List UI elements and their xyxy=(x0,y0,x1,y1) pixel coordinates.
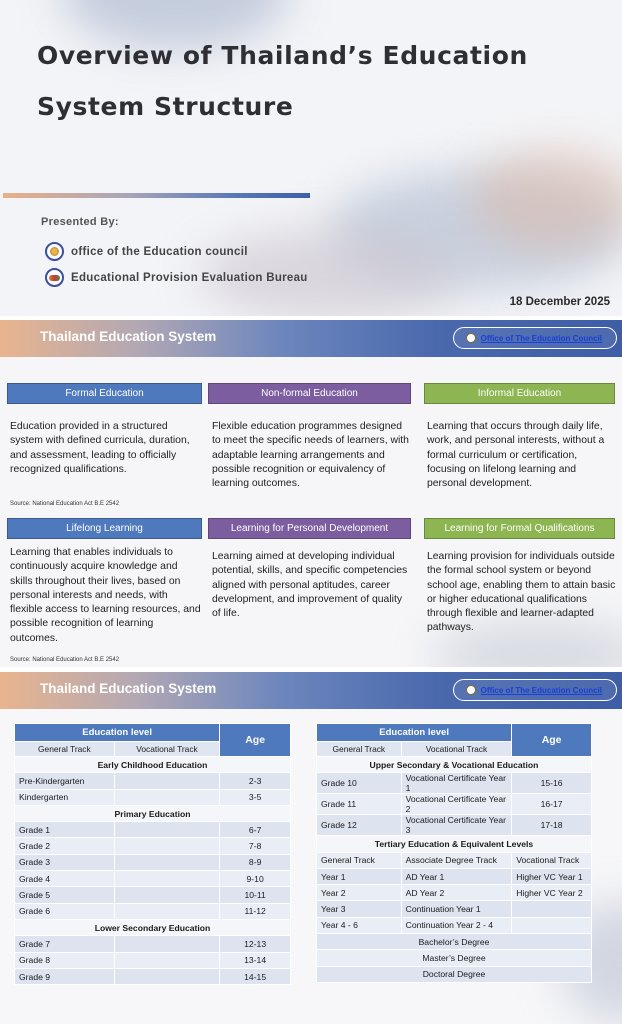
slide-title: Thailand Education System xyxy=(40,681,217,696)
garuda-seal-icon xyxy=(466,333,476,343)
table-row: Grade 9 14-15 xyxy=(15,968,291,984)
category-non-formal-education: Non-formal Education xyxy=(208,383,411,404)
vocational-track-header: Vocational Track xyxy=(114,742,220,757)
council-link-label: Office of The Education Council xyxy=(480,685,602,695)
doctoral-degree: Doctoral Degree xyxy=(317,966,592,982)
category-lifelong-learning: Lifelong Learning xyxy=(7,518,202,539)
council-link-label: Office of The Education Council xyxy=(480,333,602,343)
general-track-subheader: General Track xyxy=(317,852,402,868)
table-row: Grade 3 8-9 xyxy=(15,854,291,870)
education-types-slide xyxy=(0,320,622,667)
age-header: Age xyxy=(512,724,592,757)
table-row: Grade 7 12-13 xyxy=(15,936,291,952)
table-row: Year 1 AD Year 1 Higher VC Year 1 xyxy=(317,868,592,884)
table-row: Pre-Kindergarten 2-3 xyxy=(15,773,291,789)
table-row: Grade 6 11-12 xyxy=(15,903,291,919)
table-row: Grade 8 13-14 xyxy=(15,952,291,968)
org-evaluation-bureau xyxy=(45,268,308,287)
informal-education-description: Learning that occurs through daily life, work, and personal interests, without a formal curriculum or certification, focusing on lifelong learning and personal development. xyxy=(427,421,605,490)
section-lower-secondary: Lower Secondary Education xyxy=(15,919,291,935)
table-row: Grade 10 Vocational Certificate Year 1 15-16 xyxy=(317,773,592,794)
table-row: Year 2 AD Year 2 Higher VC Year 2 xyxy=(317,885,592,901)
table-row: Grade 11 Vocational Certificate Year 2 16-17 xyxy=(317,794,592,815)
cover-slide xyxy=(0,0,622,316)
lifelong-learning-description: Learning that enables individuals to continuously acquire knowledge and skills throughout their lives, based on personal interests and needs, with flexible access to learning resources, and possible recognition of learning outcomes. xyxy=(10,547,201,644)
table-row: Year 3 Continuation Year 1 xyxy=(317,901,592,917)
source-note: Source: National Education Act B.E 2542 xyxy=(10,501,120,507)
education-level-header: Education level xyxy=(15,724,220,742)
general-track-header: General Track xyxy=(317,742,402,757)
degree-row xyxy=(317,966,592,982)
category-informal-education: Informal Education xyxy=(424,383,615,404)
cover-date: 18 December 2025 xyxy=(509,296,610,308)
category-formal-qualifications: Learning for Formal Qualifications xyxy=(424,518,615,539)
council-link[interactable] xyxy=(453,679,617,701)
section-upper-secondary: Upper Secondary & Vocational Education xyxy=(317,757,592,773)
table-row: Grade 5 10-11 xyxy=(15,887,291,903)
slide-title: Thailand Education System xyxy=(40,329,217,344)
section-primary: Primary Education xyxy=(15,805,291,821)
vocational-track-subheader: Vocational Track xyxy=(512,852,592,868)
org-education-council xyxy=(45,242,248,261)
slide-header xyxy=(0,320,622,357)
vocational-track-header: Vocational Track xyxy=(401,742,512,757)
section-early-childhood: Early Childhood Education xyxy=(15,757,291,773)
council-link[interactable] xyxy=(453,327,617,349)
garuda-seal-icon xyxy=(466,685,476,695)
age-header: Age xyxy=(220,724,291,757)
org-name: Educational Provision Evaluation Bureau xyxy=(71,271,308,284)
table-row: Grade 1 6-7 xyxy=(15,822,291,838)
associate-track-subheader: Associate Degree Track xyxy=(401,852,512,868)
table-row: Grade 2 7-8 xyxy=(15,838,291,854)
table-row: Year 4 - 6 Continuation Year 2 - 4 xyxy=(317,917,592,933)
table-row: Grade 4 9-10 xyxy=(15,871,291,887)
general-track-header: General Track xyxy=(15,742,115,757)
non-formal-education-description: Flexible education programmes designed to meet the specific needs of learners, with adaptable learning arrangements and possible recognition or equivalency of learning outcomes. xyxy=(212,421,409,490)
section-tertiary: Tertiary Education & Equivalent Levels xyxy=(317,836,592,852)
education-levels-slide xyxy=(0,672,622,1024)
degree-row xyxy=(317,934,592,950)
title-underline xyxy=(3,193,310,198)
formal-education-description: Education provided in a structured system with defined curricula, duration, and assessment, leading to officially recognized qualifications. xyxy=(10,421,190,475)
personal-development-description: Learning aimed at developing individual potential, skills, and specific competencies aligned with personal aptitudes, career development, and improvement of quality of life. xyxy=(212,551,408,620)
degree-row xyxy=(317,950,592,966)
garuda-seal-icon xyxy=(45,242,64,261)
slide-header xyxy=(0,672,622,709)
masters-degree: Master’s Degree xyxy=(317,950,592,966)
education-levels-table-right xyxy=(316,723,592,983)
presented-by-label: Presented By: xyxy=(41,216,119,228)
table-row: Kindergarten 3-5 xyxy=(15,789,291,805)
bureau-logo-icon xyxy=(45,268,64,287)
education-levels-table-left xyxy=(14,723,291,985)
formal-qualifications-description: Learning provision for individuals outside the formal school system or beyond school age, enabling them to attain basic or higher educational qualifications through flexible and learner-adapted pathways. xyxy=(427,551,616,634)
bachelors-degree: Bachelor’s Degree xyxy=(317,934,592,950)
org-name: office of the Education council xyxy=(71,245,248,258)
table-row: Grade 12 Vocational Certificate Year 3 17-18 xyxy=(317,815,592,836)
source-note: Source: National Education Act B.E 2542 xyxy=(10,657,120,663)
cover-title: Overview of Thailand’s Education System Structure xyxy=(37,41,528,121)
category-personal-development: Learning for Personal Development xyxy=(208,518,411,539)
tertiary-subheader-row xyxy=(317,852,592,868)
category-formal-education: Formal Education xyxy=(7,383,202,404)
education-level-header: Education level xyxy=(317,724,512,742)
